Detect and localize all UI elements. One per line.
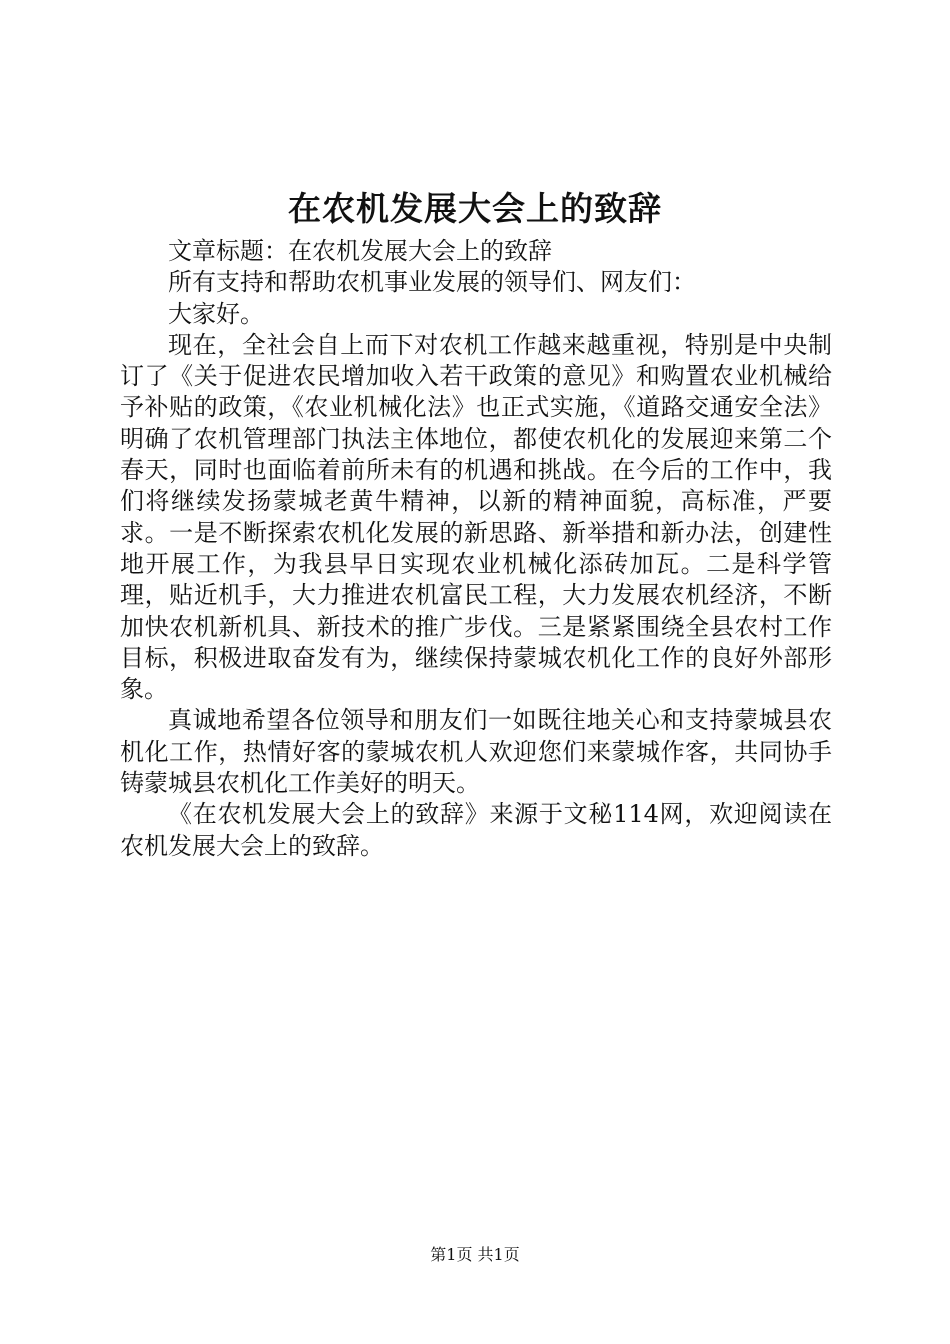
body-paragraph-main: 现在，全社会自上而下对农机工作越来越重视，特别是中央制订了《关于促进农民增加收入若干政策的意见》和购置农业机械给予补贴的政策，《农业机械化法》也正式实施，《道路交通安全法》明确了农机管理部门执法主体地位，都使农机化的发展迎来第二个春天，同时也面临着前所未有的机遇和挑战。在今后的工作中，我们将继续发扬蒙城老黄牛精神，以新的精神面貌，高标准，严要求。一是不断探索农机化发展的新思路、新举措和新办法，创建性地开展工作，为我县早日实现农业机械化添砖加瓦。二是科学管理，贴近机手，大力推进农机富民工程，大力发展农机经济，不断加快农机新机具、新技术的推广步伐。三是紧紧围绕全县农村工作目标，积极进取奋发有为，继续保持蒙城农机化工作的良好外部形象。: [120, 330, 832, 704]
source-note: 《在农机发展大会上的致辞》来源于文秘114网，欢迎阅读在农机发展大会上的致辞。: [120, 800, 832, 860]
document-title: 在农机发展大会上的致辞: [288, 189, 662, 228]
salutation: 所有支持和帮助农机事业发展的领导们、网友们：: [168, 268, 696, 297]
article-title-line: 文章标题：在农机发展大会上的致辞: [168, 237, 552, 265]
page-footer: 第1页 共1页: [430, 1245, 520, 1264]
document-body: [120, 236, 832, 862]
body-paragraph-closing: 真诚地希望各位领导和朋友们一如既往地关心和支持蒙城县农机化工作，热情好客的蒙城农机人欢迎您们来蒙城作客，共同协手铸蒙城县农机化工作美好的明天。: [120, 706, 832, 798]
greeting: 大家好。: [168, 299, 264, 328]
